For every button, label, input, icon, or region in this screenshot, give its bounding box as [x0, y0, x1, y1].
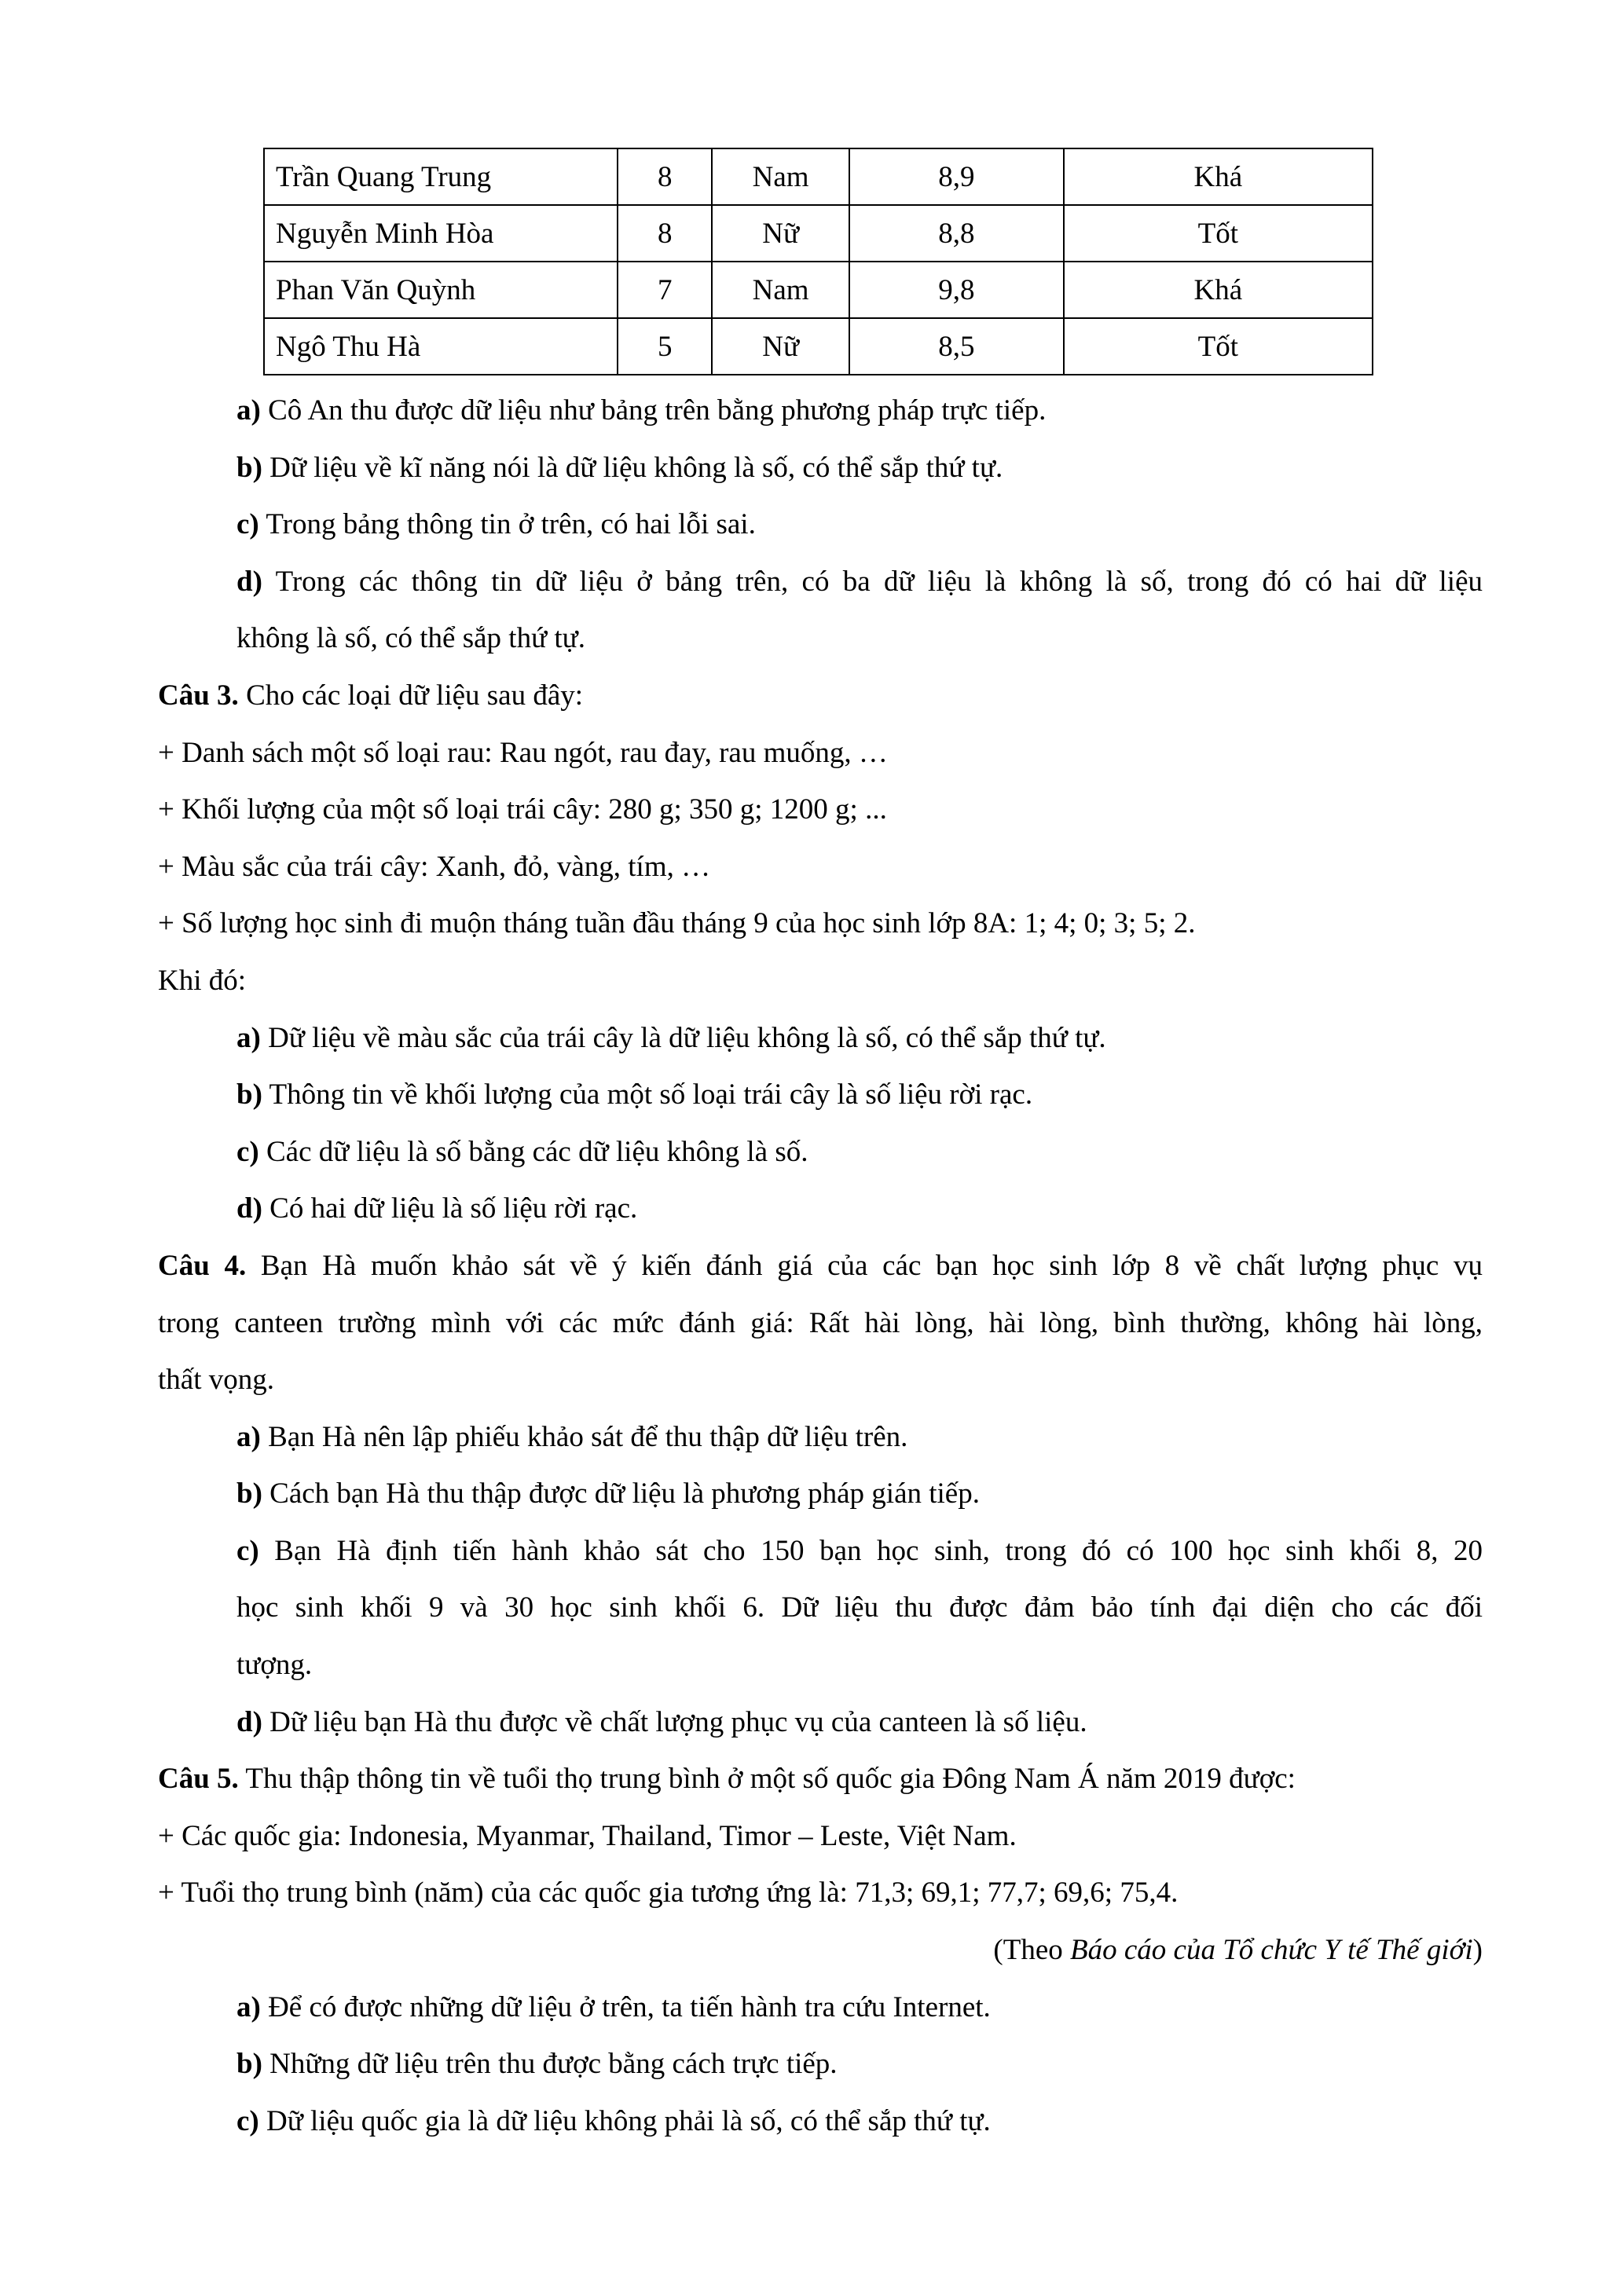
table-cell: 5: [618, 318, 712, 375]
q3-option-b: b) Thông tin về khối lượng của một số loại trái cây là số liệu rời rạc.: [236, 1078, 1033, 1111]
q3-title: Câu 3. Cho các loại dữ liệu sau đây:: [158, 679, 584, 712]
q5-title: Câu 5. Thu thập thông tin về tuổi thọ trung bình ở một số quốc gia Đông Nam Á năm 2019 được:: [158, 1763, 1296, 1796]
document-body: [158, 383, 1483, 2150]
q3-option-d: d) Có hai dữ liệu là số liệu rời rạc.: [236, 1192, 638, 1225]
q4-title-cont: trong canteen trường mình với các mức đánh giá: Rất hài lòng, hài lòng, bình thường, không hài lòng,: [158, 1306, 1483, 1339]
table-cell: Ngô Thu Hà: [264, 318, 618, 375]
q4-option-d: d) Dữ liệu bạn Hà thu được về chất lượng phục vụ của canteen là số liệu.: [236, 1705, 1087, 1738]
q4-option-b: b) Cách bạn Hà thu thập được dữ liệu là phương pháp gián tiếp.: [236, 1478, 980, 1511]
q5-source: (Theo Báo cáo của Tổ chức Y tế Thế giới): [993, 1934, 1483, 1967]
table-cell: Nữ: [712, 205, 849, 262]
table-cell: 8,8: [849, 205, 1064, 262]
q5-option-a: a) Để có được những dữ liệu ở trên, ta tiến hành tra cứu Internet.: [236, 1990, 991, 2023]
table-cell: 8: [618, 205, 712, 262]
q4-title: Câu 4. Bạn Hà muốn khảo sát về ý kiến đánh giá của các bạn học sinh lớp 8 về chất lượng phục vụ: [158, 1249, 1483, 1282]
table-cell: Nam: [712, 262, 849, 318]
q5-option-c: c) Dữ liệu quốc gia là dữ liệu không phải là số, có thể sắp thứ tự.: [236, 2104, 991, 2137]
q5-item: + Tuổi thọ trung bình (năm) của các quốc gia tương ứng là: 71,3; 69,1; 77,7; 69,6; 75,4.: [158, 1877, 1179, 1910]
q3-option-a: a) Dữ liệu về màu sắc của trái cây là dữ liệu không là số, có thể sắp thứ tự.: [236, 1021, 1106, 1054]
table-row: [264, 318, 1373, 375]
student-table: [263, 148, 1373, 375]
table-cell: 7: [618, 262, 712, 318]
q4-title-cont: thất vọng.: [158, 1364, 274, 1397]
table-cell: Nguyễn Minh Hòa: [264, 205, 618, 262]
q3-item: + Màu sắc của trái cây: Xanh, đỏ, vàng, tím, …: [158, 850, 711, 883]
table-cell: 9,8: [849, 262, 1064, 318]
q3-item: + Khối lượng của một số loại trái cây: 280 g; 350 g; 1200 g; ...: [158, 793, 887, 826]
q3-then: Khi đó:: [158, 964, 247, 997]
q2-option-b: b) Dữ liệu về kĩ năng nói là dữ liệu không là số, có thể sắp thứ tự.: [236, 451, 1003, 484]
q5-option-b: b) Những dữ liệu trên thu được bằng cách trực tiếp.: [236, 2048, 838, 2081]
q2-option-d-cont: không là số, có thể sắp thứ tự.: [236, 622, 585, 655]
table-row: [264, 148, 1373, 205]
table-row: [264, 262, 1373, 318]
q4-option-c-cont: học sinh khối 9 và 30 học sinh khối 6. Dữ liệu thu được đảm bảo tính đại diện cho các đối: [236, 1591, 1483, 1624]
table-cell: 8,9: [849, 148, 1064, 205]
q4-option-a: a) Bạn Hà nên lập phiếu khảo sát để thu thập dữ liệu trên.: [236, 1420, 908, 1453]
table-cell: Khá: [1064, 148, 1373, 205]
table-cell: 8,5: [849, 318, 1064, 375]
q2-option-d: d) Trong các thông tin dữ liệu ở bảng trên, có ba dữ liệu là không là số, trong đó có hai dữ liệu: [236, 565, 1483, 598]
table-cell: Khá: [1064, 262, 1373, 318]
table-cell: Tốt: [1064, 318, 1373, 375]
q4-option-c-cont: tượng.: [236, 1649, 313, 1682]
table-cell: Tốt: [1064, 205, 1373, 262]
q3-item: + Danh sách một số loại rau: Rau ngót, rau đay, rau muống, …: [158, 736, 888, 769]
table-row: [264, 205, 1373, 262]
q5-item: + Các quốc gia: Indonesia, Myanmar, Thailand, Timor – Leste, Việt Nam.: [158, 1819, 1017, 1852]
q3-item: + Số lượng học sinh đi muộn tháng tuần đầu tháng 9 của học sinh lớp 8A: 1; 4; 0; 3; 5; 2.: [158, 907, 1196, 940]
table-cell: Nữ: [712, 318, 849, 375]
q4-option-c: c) Bạn Hà định tiến hành khảo sát cho 150 bạn học sinh, trong đó có 100 học sinh khối 8, 20: [236, 1534, 1483, 1567]
q3-option-c: c) Các dữ liệu là số bằng các dữ liệu không là số.: [236, 1135, 808, 1168]
table-cell: Nam: [712, 148, 849, 205]
table-cell: 8: [618, 148, 712, 205]
table-cell: Trần Quang Trung: [264, 148, 618, 205]
table-cell: Phan Văn Quỳnh: [264, 262, 618, 318]
q2-option-c: c) Trong bảng thông tin ở trên, có hai lỗi sai.: [236, 508, 756, 541]
q2-option-a: a) Cô An thu được dữ liệu như bảng trên bằng phương pháp trực tiếp.: [236, 394, 1047, 427]
